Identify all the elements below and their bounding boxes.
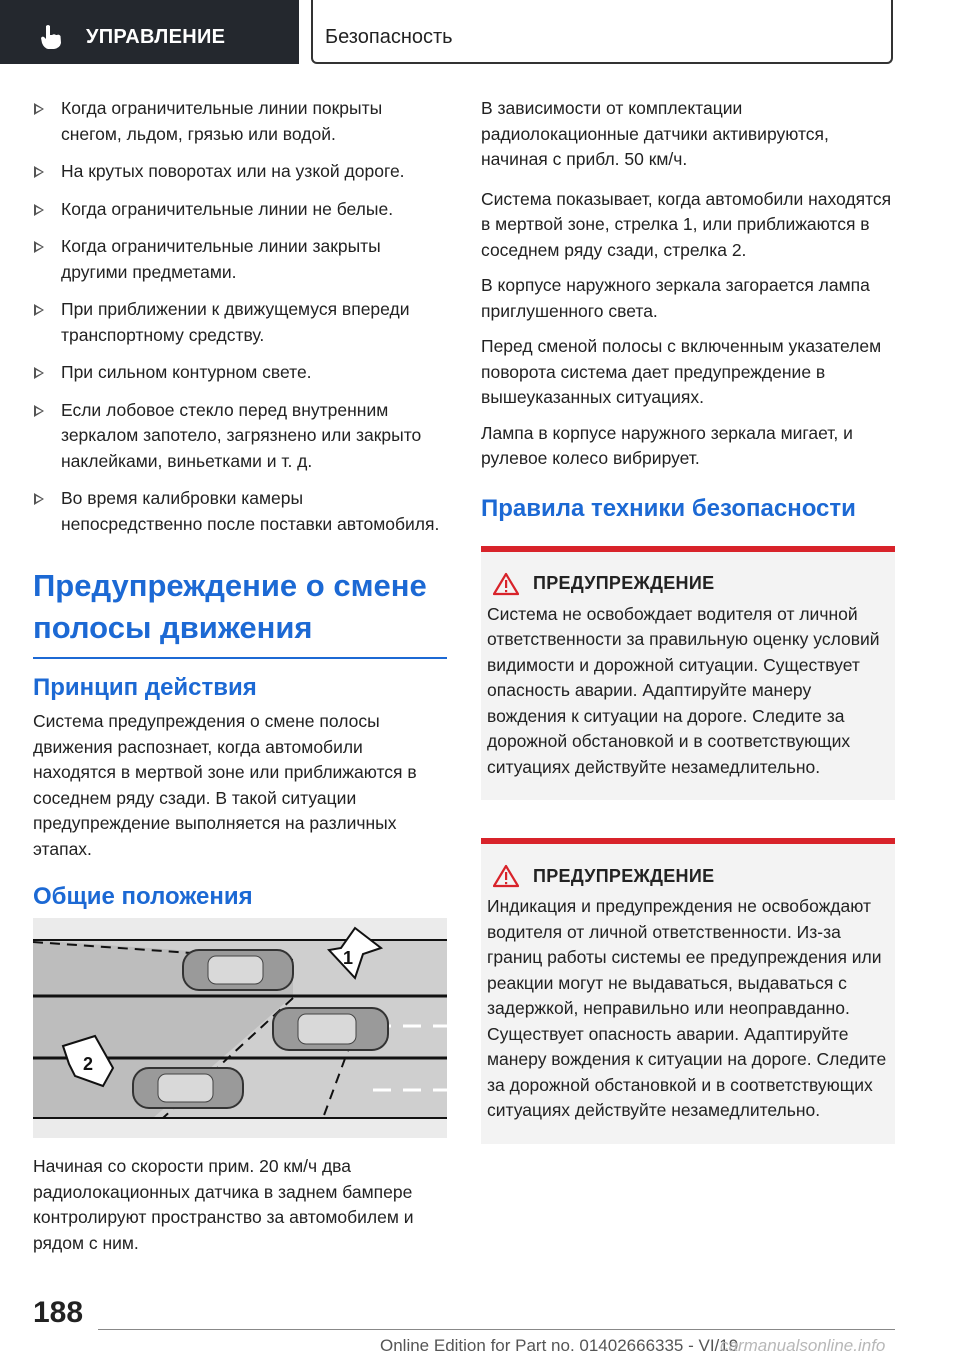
paragraph: Система показывает, когда автомобили находятся в мертвой зоне, стрелка 1, или приближаются в соседнем ряду сзади, стрелка 2.: [481, 188, 892, 260]
warning-box: [481, 546, 895, 801]
page-header: [0, 0, 960, 66]
footer-divider: [98, 1329, 895, 1330]
conditions-list: [33, 96, 447, 537]
bullet-triangle-icon: [34, 304, 44, 316]
page-number: 188: [33, 1296, 84, 1329]
list-item: Когда ограничительные линии закрыты другими предметами.: [33, 234, 447, 285]
list-item: При приближении к движущемуся впереди транспортному средству.: [33, 297, 447, 348]
warning-box: [481, 838, 895, 1144]
principle-text: Система предупреждения о смене полосы движения распознает, когда автомобили находятся в мертвой зоне или приближаются в соседнем ряду сзади. В такой ситуации предупреждение выполняется на различных этапах.: [33, 711, 417, 859]
heading-divider: [33, 657, 447, 659]
warning-title: ПРЕДУПРЕЖДЕНИЕ: [533, 573, 715, 593]
list-item: Когда ограничительные линии покрыты снегом, льдом, грязью или водой.: [33, 96, 447, 147]
bullet-triangle-icon: [34, 405, 44, 417]
subsection-box: [311, 0, 893, 64]
svg-text:1: 1: [343, 948, 354, 968]
warning-text: Система не освобождает водителя от личной ответственности за правильную оценку условий видимости и дорожной ситуации. Существует опасность аварии. Адаптируйте манеру вождения к ситуации на дороге. Следите за дорожной обстановкой и в соответствующих ситуациях действуйте незамедлительно.: [487, 603, 880, 777]
car-blind-spot: [183, 950, 293, 990]
paragraph: Перед сменой полосы с включенным указателем поворота система дает предупреждение в вышеуказанных ситуациях.: [481, 336, 882, 407]
warning-header: [487, 864, 887, 888]
list-item: На крутых поворотах или на узкой дороге.: [33, 159, 447, 185]
left-column: [33, 96, 447, 1266]
bullet-triangle-icon: [34, 103, 44, 115]
list-item: Если лобовое стекло перед внутренним зеркалом запотело, загрязнено или закрыто наклейками, виньетками и т. д.: [33, 398, 447, 475]
bullet-triangle-icon: [34, 241, 44, 253]
warning-triangle-icon: [493, 572, 519, 596]
bullet-triangle-icon: [34, 166, 44, 178]
paragraph: В корпусе наружного зеркала загорается лампа приглушенного света.: [481, 275, 870, 321]
warning-text: Индикация и предупреждения не освобождают водителя от личной ответственности. Из-за границ работы системы ее предупреждения или реакции могут не выдаваться, выдаваться с задержкой, неправильно или неоправданно. Существует опасность аварии. Адаптируйте манеру вождения к ситуации на дороге. Следите за дорожной обстановкой и в соответствующих ситуациях действуйте незамедлительно.: [487, 896, 887, 1120]
warning-title: ПРЕДУПРЕЖДЕНИЕ: [533, 865, 715, 886]
warning-triangle-icon: [493, 864, 519, 888]
list-item: При сильном контурном свете.: [33, 360, 447, 386]
edition-text: Online Edition for Part no. 01402666335 - VI/19: [380, 1336, 739, 1355]
bullet-triangle-icon: [34, 204, 44, 216]
watermark: carmanualsonline.info: [720, 1336, 886, 1355]
blind-spot-illustration: [33, 918, 447, 1138]
car-approaching: [133, 1068, 243, 1108]
section-title: УПРАВЛЕНИЕ: [86, 26, 226, 48]
list-item: Во время калибровки камеры непосредственно после поставки автомобиля.: [33, 486, 447, 537]
principle-heading: Принцип действия: [33, 674, 257, 701]
section-heading: Предупреждение о смене полосы движения: [33, 568, 427, 645]
bullet-triangle-icon: [34, 493, 44, 505]
right-column: [481, 96, 895, 1144]
safety-heading: Правила техники безопасности: [481, 494, 856, 522]
illustration-caption: Начиная со скорости прим. 20 км/ч два радиолокационных датчика в заднем бампере контролируют пространство за автомобилем и рядом с ним.: [33, 1156, 414, 1253]
subsection-title: Безопасность: [325, 26, 453, 48]
section-tab: [0, 0, 299, 64]
paragraph: Лампа в корпусе наружного зеркала мигает, и рулевое колесо вибрирует.: [481, 422, 853, 468]
warning-header: [487, 572, 887, 596]
hand-pointer-icon: [38, 24, 64, 50]
svg-text:2: 2: [83, 1054, 94, 1074]
bullet-triangle-icon: [34, 367, 44, 379]
paragraph: В зависимости от комплектации радиолокационные датчики активируются, начиная с прибл. 50 км/ч.: [481, 98, 829, 169]
list-item: Когда ограничительные линии не белые.: [33, 197, 447, 223]
car-own: [273, 1008, 388, 1050]
general-heading: Общие положения: [33, 883, 253, 910]
